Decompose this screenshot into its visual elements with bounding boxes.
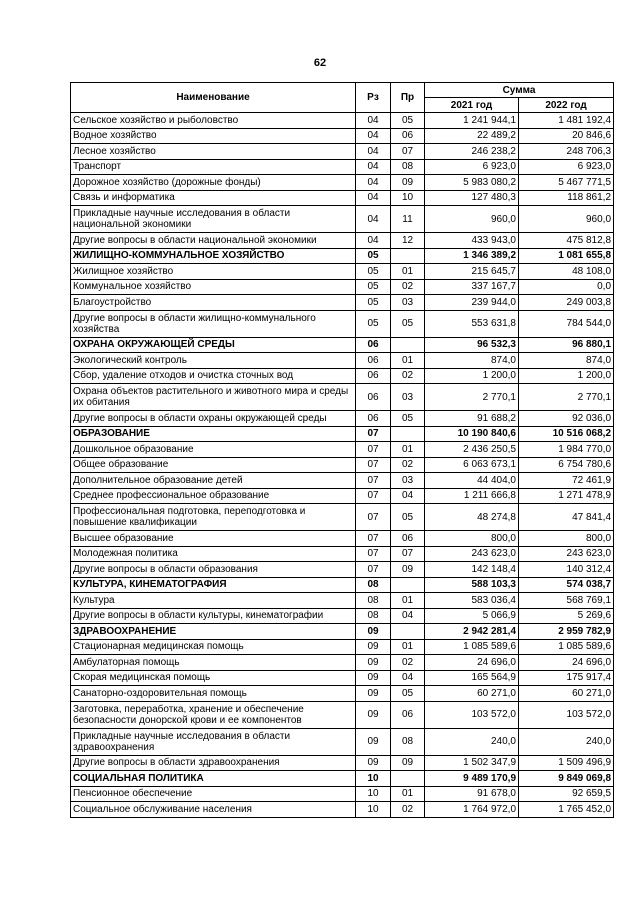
row-pr-cell <box>391 426 425 442</box>
row-name-cell: Сельское хозяйство и рыболовство <box>71 113 356 129</box>
row-2022-cell: 48 108,0 <box>519 264 614 280</box>
row-2022-cell: 1 085 589,6 <box>519 639 614 655</box>
row-2022-cell: 1 200,0 <box>519 368 614 384</box>
row-pr-cell: 01 <box>391 442 425 458</box>
row-name-cell: ЗДРАВООХРАНЕНИЕ <box>71 624 356 640</box>
row-name-cell: Прикладные научные исследования в области национальной экономики <box>71 206 356 233</box>
row-2021-cell: 9 489 170,9 <box>425 771 519 787</box>
row-pr-cell: 08 <box>391 159 425 175</box>
table-row <box>71 655 614 671</box>
table-row <box>71 488 614 504</box>
row-2021-cell: 1 085 589,6 <box>425 639 519 655</box>
table-row <box>71 457 614 473</box>
table-row <box>71 786 614 802</box>
row-pr-cell: 01 <box>391 264 425 280</box>
row-2022-cell: 5 467 771,5 <box>519 175 614 191</box>
row-2021-cell: 6 063 673,1 <box>425 457 519 473</box>
table-row <box>71 368 614 384</box>
table-row <box>71 190 614 206</box>
row-name-cell: СОЦИАЛЬНАЯ ПОЛИТИКА <box>71 771 356 787</box>
row-name-cell: Дорожное хозяйство (дорожные фонды) <box>71 175 356 191</box>
table-row <box>71 802 614 818</box>
row-name-cell: Дополнительное образование детей <box>71 473 356 489</box>
table-body <box>71 113 614 818</box>
table-row <box>71 206 614 233</box>
row-2021-cell: 588 103,3 <box>425 577 519 593</box>
row-name-cell: Охрана объектов растительного и животного мира и среды их обитания <box>71 384 356 411</box>
row-2021-cell: 960,0 <box>425 206 519 233</box>
row-2022-cell: 6 923,0 <box>519 159 614 175</box>
row-2022-cell: 2 959 782,9 <box>519 624 614 640</box>
row-rz-cell: 09 <box>356 624 391 640</box>
row-2022-cell: 249 003,8 <box>519 295 614 311</box>
row-2022-cell: 475 812,8 <box>519 233 614 249</box>
row-pr-cell: 06 <box>391 701 425 728</box>
row-2022-cell: 92 036,0 <box>519 411 614 427</box>
row-name-cell: Жилищное хозяйство <box>71 264 356 280</box>
table-row <box>71 473 614 489</box>
row-pr-cell: 06 <box>391 531 425 547</box>
row-2022-cell: 60 271,0 <box>519 686 614 702</box>
row-pr-cell: 04 <box>391 488 425 504</box>
table-row <box>71 546 614 562</box>
table-row <box>71 728 614 755</box>
row-name-cell: Сбор, удаление отходов и очистка сточных вод <box>71 368 356 384</box>
row-2021-cell: 91 678,0 <box>425 786 519 802</box>
row-2022-cell: 1 765 452,0 <box>519 802 614 818</box>
row-name-cell: Культура <box>71 593 356 609</box>
row-name-cell: ЖИЛИЩНО-КОММУНАЛЬНОЕ ХОЗЯЙСТВО <box>71 248 356 264</box>
section-row <box>71 624 614 640</box>
row-name-cell: Амбулаторная помощь <box>71 655 356 671</box>
row-2022-cell: 1 984 770,0 <box>519 442 614 458</box>
table-header <box>71 83 614 113</box>
row-2021-cell: 5 983 080,2 <box>425 175 519 191</box>
table-row <box>71 531 614 547</box>
row-name-cell: Профессиональная подготовка, переподготовка и повышение квалификации <box>71 504 356 531</box>
row-rz-cell: 07 <box>356 546 391 562</box>
row-2021-cell: 1 211 666,8 <box>425 488 519 504</box>
row-name-cell: Пенсионное обеспечение <box>71 786 356 802</box>
row-2021-cell: 800,0 <box>425 531 519 547</box>
row-rz-cell: 07 <box>356 562 391 578</box>
row-2022-cell: 1 271 478,9 <box>519 488 614 504</box>
row-2021-cell: 1 346 389,2 <box>425 248 519 264</box>
row-2022-cell: 960,0 <box>519 206 614 233</box>
row-pr-cell: 03 <box>391 473 425 489</box>
row-rz-cell: 04 <box>356 206 391 233</box>
row-pr-cell: 07 <box>391 546 425 562</box>
row-pr-cell <box>391 771 425 787</box>
row-2022-cell: 92 659,5 <box>519 786 614 802</box>
row-2022-cell: 1 481 192,4 <box>519 113 614 129</box>
row-name-cell: ОХРАНА ОКРУЖАЮЩЕЙ СРЕДЫ <box>71 337 356 353</box>
table-row <box>71 639 614 655</box>
table-row <box>71 175 614 191</box>
row-name-cell: Лесное хозяйство <box>71 144 356 160</box>
row-name-cell: Транспорт <box>71 159 356 175</box>
row-pr-cell: 09 <box>391 175 425 191</box>
row-pr-cell: 05 <box>391 113 425 129</box>
row-rz-cell: 05 <box>356 248 391 264</box>
row-2022-cell: 5 269,6 <box>519 608 614 624</box>
row-name-cell: Высшее образование <box>71 531 356 547</box>
row-rz-cell: 09 <box>356 670 391 686</box>
row-name-cell: Другие вопросы в области национальной экономики <box>71 233 356 249</box>
table-row <box>71 442 614 458</box>
row-rz-cell: 04 <box>356 128 391 144</box>
section-row <box>71 577 614 593</box>
row-pr-cell: 07 <box>391 144 425 160</box>
row-rz-cell: 06 <box>356 353 391 369</box>
row-2022-cell: 784 544,0 <box>519 310 614 337</box>
row-rz-cell: 05 <box>356 279 391 295</box>
row-2021-cell: 22 489,2 <box>425 128 519 144</box>
table-row <box>71 113 614 129</box>
row-2022-cell: 874,0 <box>519 353 614 369</box>
row-rz-cell: 10 <box>356 786 391 802</box>
row-2021-cell: 1 241 944,1 <box>425 113 519 129</box>
row-name-cell: Другие вопросы в области культуры, кинематографии <box>71 608 356 624</box>
row-2022-cell: 243 623,0 <box>519 546 614 562</box>
row-name-cell: Другие вопросы в области образования <box>71 562 356 578</box>
row-rz-cell: 08 <box>356 608 391 624</box>
row-pr-cell: 05 <box>391 411 425 427</box>
row-rz-cell: 07 <box>356 504 391 531</box>
table-row <box>71 310 614 337</box>
row-rz-cell: 09 <box>356 728 391 755</box>
row-2021-cell: 2 436 250,5 <box>425 442 519 458</box>
table-row <box>71 411 614 427</box>
header-pr: Пр <box>391 83 425 113</box>
row-rz-cell: 07 <box>356 442 391 458</box>
row-2021-cell: 5 066,9 <box>425 608 519 624</box>
row-pr-cell: 02 <box>391 368 425 384</box>
row-rz-cell: 09 <box>356 639 391 655</box>
row-2021-cell: 1 502 347,9 <box>425 755 519 771</box>
table-row <box>71 233 614 249</box>
row-rz-cell: 05 <box>356 264 391 280</box>
row-2021-cell: 96 532,3 <box>425 337 519 353</box>
row-name-cell: Среднее профессиональное образование <box>71 488 356 504</box>
row-rz-cell: 10 <box>356 771 391 787</box>
row-rz-cell: 06 <box>356 411 391 427</box>
row-pr-cell: 02 <box>391 279 425 295</box>
row-2022-cell: 248 706,3 <box>519 144 614 160</box>
row-pr-cell: 08 <box>391 728 425 755</box>
row-rz-cell: 09 <box>356 701 391 728</box>
row-2022-cell: 574 038,7 <box>519 577 614 593</box>
row-rz-cell: 04 <box>356 190 391 206</box>
row-name-cell: Общее образование <box>71 457 356 473</box>
row-name-cell: Коммунальное хозяйство <box>71 279 356 295</box>
table-row <box>71 144 614 160</box>
row-2021-cell: 24 696,0 <box>425 655 519 671</box>
row-2021-cell: 6 923,0 <box>425 159 519 175</box>
row-2022-cell: 96 880,1 <box>519 337 614 353</box>
table-row <box>71 128 614 144</box>
row-2022-cell: 20 846,6 <box>519 128 614 144</box>
row-2021-cell: 239 944,0 <box>425 295 519 311</box>
row-name-cell: Санаторно-оздоровительная помощь <box>71 686 356 702</box>
row-name-cell: Водное хозяйство <box>71 128 356 144</box>
row-2022-cell: 240,0 <box>519 728 614 755</box>
row-2022-cell: 175 917,4 <box>519 670 614 686</box>
table-row <box>71 384 614 411</box>
row-2021-cell: 1 764 972,0 <box>425 802 519 818</box>
row-pr-cell: 09 <box>391 755 425 771</box>
row-rz-cell: 04 <box>356 159 391 175</box>
row-2021-cell: 433 943,0 <box>425 233 519 249</box>
row-pr-cell: 05 <box>391 310 425 337</box>
row-name-cell: Прикладные научные исследования в области здравоохранения <box>71 728 356 755</box>
section-row <box>71 337 614 353</box>
row-pr-cell: 01 <box>391 786 425 802</box>
row-2022-cell: 568 769,1 <box>519 593 614 609</box>
row-rz-cell: 06 <box>356 337 391 353</box>
row-2021-cell: 165 564,9 <box>425 670 519 686</box>
row-pr-cell: 02 <box>391 457 425 473</box>
table-row <box>71 670 614 686</box>
row-rz-cell: 07 <box>356 426 391 442</box>
section-row <box>71 426 614 442</box>
row-2021-cell: 246 238,2 <box>425 144 519 160</box>
row-pr-cell: 12 <box>391 233 425 249</box>
row-pr-cell: 01 <box>391 639 425 655</box>
section-row <box>71 248 614 264</box>
row-rz-cell: 08 <box>356 593 391 609</box>
table-row <box>71 593 614 609</box>
row-2021-cell: 91 688,2 <box>425 411 519 427</box>
row-pr-cell: 06 <box>391 128 425 144</box>
row-2022-cell: 1 081 655,8 <box>519 248 614 264</box>
table-row <box>71 353 614 369</box>
row-name-cell: Социальное обслуживание населения <box>71 802 356 818</box>
row-rz-cell: 04 <box>356 144 391 160</box>
row-name-cell: Другие вопросы в области жилищно-коммунального хозяйства <box>71 310 356 337</box>
row-2021-cell: 874,0 <box>425 353 519 369</box>
row-rz-cell: 04 <box>356 233 391 249</box>
page-number: 62 <box>313 57 327 69</box>
row-pr-cell <box>391 248 425 264</box>
row-name-cell: Дошкольное образование <box>71 442 356 458</box>
section-row <box>71 771 614 787</box>
row-2022-cell: 1 509 496,9 <box>519 755 614 771</box>
row-name-cell: Скорая медицинская помощь <box>71 670 356 686</box>
table-row <box>71 159 614 175</box>
row-2021-cell: 1 200,0 <box>425 368 519 384</box>
header-name: Наименование <box>71 83 356 113</box>
row-2021-cell: 44 404,0 <box>425 473 519 489</box>
row-name-cell: Молодежная политика <box>71 546 356 562</box>
table-row <box>71 562 614 578</box>
row-name-cell: ОБРАЗОВАНИЕ <box>71 426 356 442</box>
header-sum: Сумма <box>425 83 614 98</box>
row-2021-cell: 127 480,3 <box>425 190 519 206</box>
row-rz-cell: 04 <box>356 113 391 129</box>
row-name-cell: Экологический контроль <box>71 353 356 369</box>
row-2021-cell: 60 271,0 <box>425 686 519 702</box>
row-rz-cell: 06 <box>356 368 391 384</box>
header-rz: Рз <box>356 83 391 113</box>
row-rz-cell: 05 <box>356 295 391 311</box>
row-rz-cell: 07 <box>356 457 391 473</box>
row-2022-cell: 2 770,1 <box>519 384 614 411</box>
row-2021-cell: 215 645,7 <box>425 264 519 280</box>
row-pr-cell <box>391 337 425 353</box>
row-rz-cell: 07 <box>356 488 391 504</box>
header-year-2022: 2022 год <box>519 98 614 113</box>
row-pr-cell <box>391 624 425 640</box>
row-pr-cell: 05 <box>391 686 425 702</box>
row-rz-cell: 08 <box>356 577 391 593</box>
table-row <box>71 701 614 728</box>
row-2022-cell: 118 861,2 <box>519 190 614 206</box>
row-2022-cell: 9 849 069,8 <box>519 771 614 787</box>
table-row <box>71 755 614 771</box>
row-2022-cell: 6 754 780,6 <box>519 457 614 473</box>
row-2021-cell: 240,0 <box>425 728 519 755</box>
row-pr-cell: 03 <box>391 295 425 311</box>
table-row <box>71 279 614 295</box>
row-pr-cell: 02 <box>391 802 425 818</box>
table-row <box>71 504 614 531</box>
row-rz-cell: 05 <box>356 310 391 337</box>
row-pr-cell: 01 <box>391 593 425 609</box>
row-2021-cell: 10 190 840,6 <box>425 426 519 442</box>
row-2021-cell: 583 036,4 <box>425 593 519 609</box>
row-2022-cell: 24 696,0 <box>519 655 614 671</box>
row-pr-cell: 03 <box>391 384 425 411</box>
row-2021-cell: 103 572,0 <box>425 701 519 728</box>
row-name-cell: Другие вопросы в области здравоохранения <box>71 755 356 771</box>
row-2022-cell: 140 312,4 <box>519 562 614 578</box>
row-2021-cell: 337 167,7 <box>425 279 519 295</box>
row-pr-cell: 05 <box>391 504 425 531</box>
row-rz-cell: 07 <box>356 531 391 547</box>
row-name-cell: Благоустройство <box>71 295 356 311</box>
row-pr-cell <box>391 577 425 593</box>
row-2022-cell: 47 841,4 <box>519 504 614 531</box>
row-2021-cell: 2 942 281,4 <box>425 624 519 640</box>
row-rz-cell: 04 <box>356 175 391 191</box>
header-year-2021: 2021 год <box>425 98 519 113</box>
row-pr-cell: 01 <box>391 353 425 369</box>
row-pr-cell: 10 <box>391 190 425 206</box>
row-pr-cell: 02 <box>391 655 425 671</box>
row-2021-cell: 2 770,1 <box>425 384 519 411</box>
table-row <box>71 686 614 702</box>
row-2021-cell: 553 631,8 <box>425 310 519 337</box>
row-name-cell: Другие вопросы в области охраны окружающей среды <box>71 411 356 427</box>
table-row <box>71 264 614 280</box>
row-rz-cell: 09 <box>356 655 391 671</box>
row-rz-cell: 07 <box>356 473 391 489</box>
row-pr-cell: 04 <box>391 608 425 624</box>
row-2022-cell: 72 461,9 <box>519 473 614 489</box>
row-2022-cell: 800,0 <box>519 531 614 547</box>
row-name-cell: КУЛЬТУРА, КИНЕМАТОГРАФИЯ <box>71 577 356 593</box>
row-rz-cell: 10 <box>356 802 391 818</box>
row-rz-cell: 09 <box>356 755 391 771</box>
table-row <box>71 295 614 311</box>
table-row <box>71 608 614 624</box>
row-2022-cell: 10 516 068,2 <box>519 426 614 442</box>
row-rz-cell: 06 <box>356 384 391 411</box>
row-pr-cell: 09 <box>391 562 425 578</box>
row-pr-cell: 11 <box>391 206 425 233</box>
row-2021-cell: 142 148,4 <box>425 562 519 578</box>
row-name-cell: Связь и информатика <box>71 190 356 206</box>
row-2022-cell: 103 572,0 <box>519 701 614 728</box>
row-rz-cell: 09 <box>356 686 391 702</box>
budget-table <box>70 82 614 818</box>
row-name-cell: Заготовка, переработка, хранение и обеспечение безопасности донорской крови и ее компонентов <box>71 701 356 728</box>
row-2022-cell: 0,0 <box>519 279 614 295</box>
row-pr-cell: 04 <box>391 670 425 686</box>
row-2021-cell: 48 274,8 <box>425 504 519 531</box>
row-name-cell: Стационарная медицинская помощь <box>71 639 356 655</box>
row-2021-cell: 243 623,0 <box>425 546 519 562</box>
